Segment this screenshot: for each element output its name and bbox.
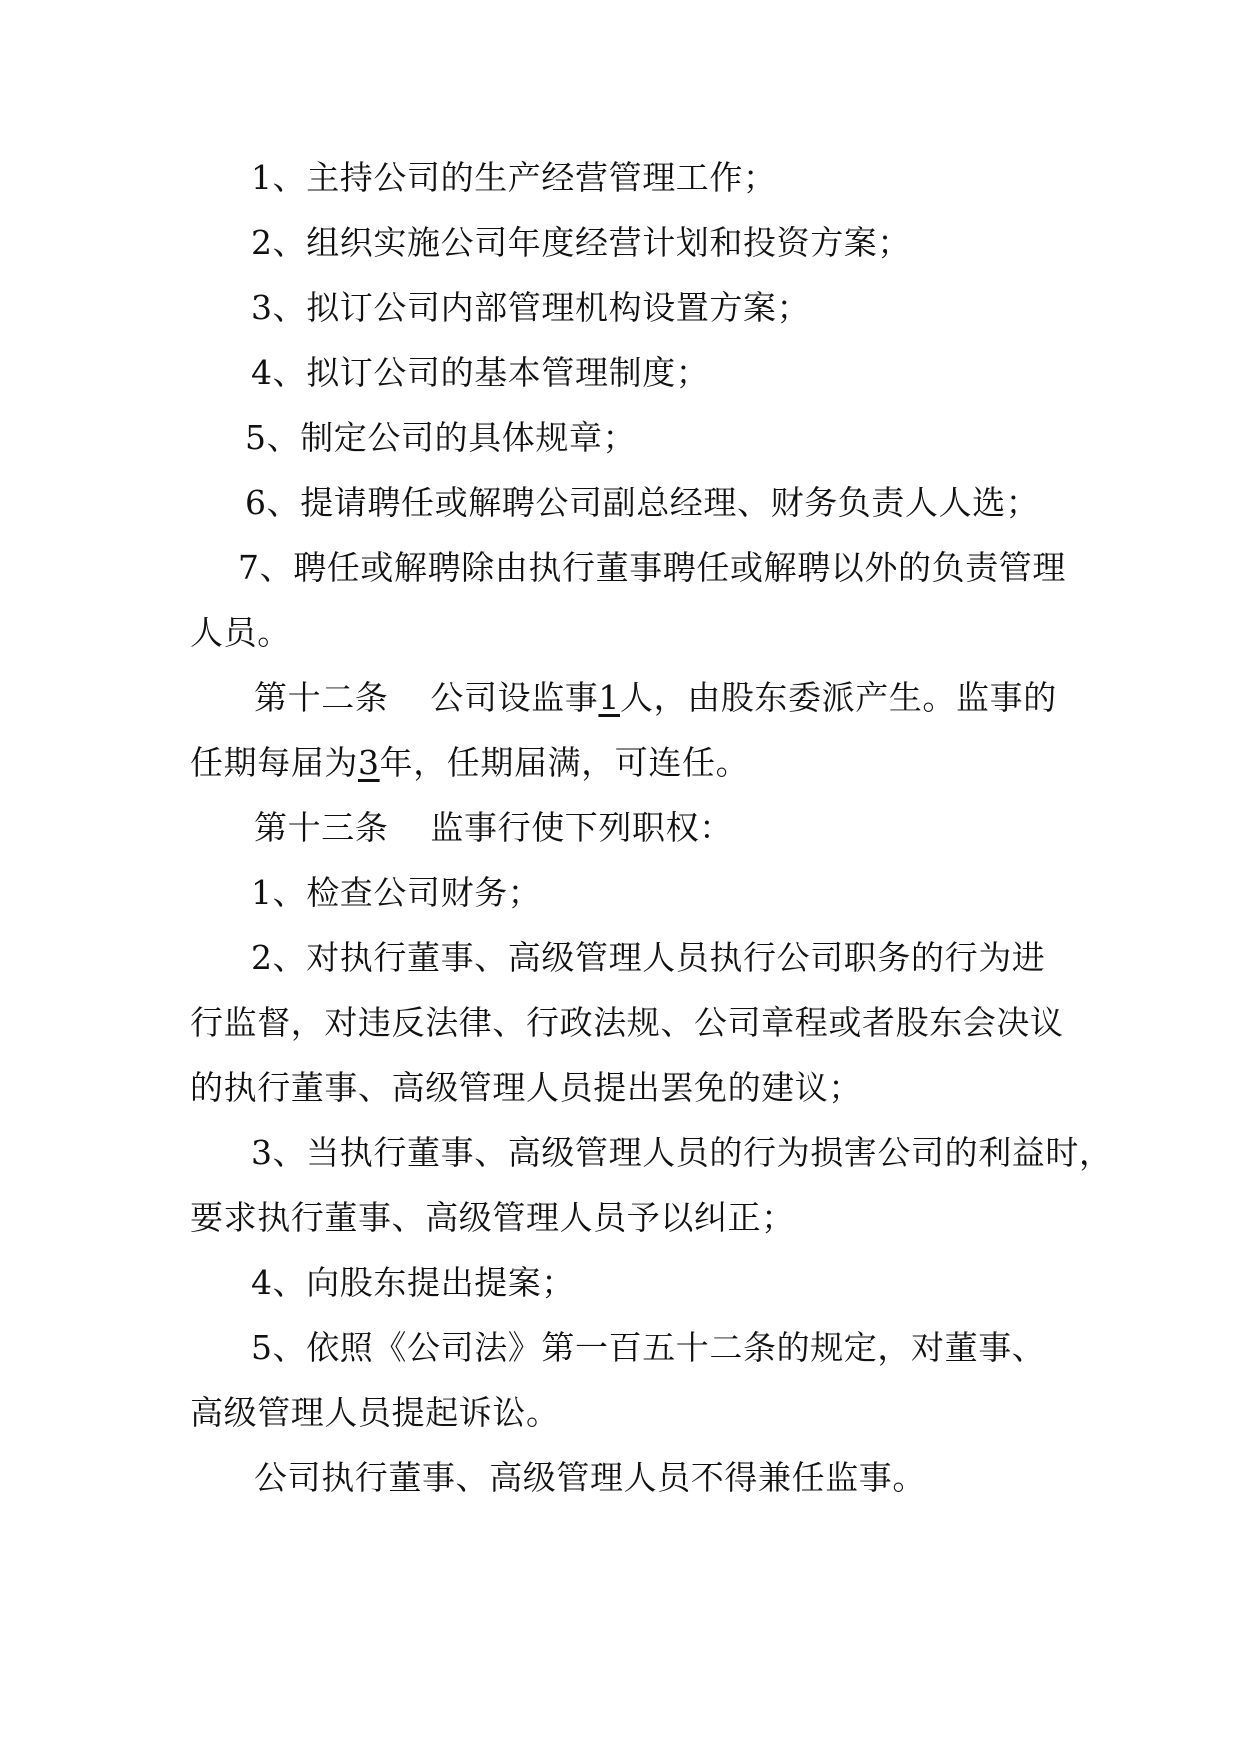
power-item-2-line-2: 行监督，对违反法律、行政法规、公司章程或者股东会决议 xyxy=(190,1003,1064,1042)
duty-item-7-line-2: 人员。 xyxy=(190,613,291,652)
duty-item-6: 6、提请聘任或解聘公司副总经理、财务负责人人选； xyxy=(245,483,1040,522)
duty-item-3: 3、拟订公司内部管理机构设置方案； xyxy=(251,288,811,327)
article-13-heading: 第十三条 xyxy=(254,808,389,847)
article-12-text-d: 年，任期届满，可连任。 xyxy=(379,743,750,782)
article-13-text: 监事行使下列职权： xyxy=(430,808,733,847)
power-item-4: 4、向股东提出提案； xyxy=(251,1263,575,1302)
article-12-line-2 xyxy=(190,730,1070,795)
power-item-3-line-1: 3、当执行董事、高级管理人员的行为损害公司的利益时， xyxy=(251,1133,1113,1172)
article-13-line xyxy=(190,795,1070,860)
power-item-5-line-1: 5、依照《公司法》第一百五十二条的规定，对董事、 xyxy=(251,1328,1046,1367)
duty-item-7-line-1: 7、聘任或解聘除由执行董事聘任或解聘以外的负责管理 xyxy=(238,548,1066,587)
supervisor-count: 1 xyxy=(598,678,621,717)
power-item-1: 1、检查公司财务； xyxy=(251,873,542,912)
duty-item-2: 2、组织实施公司年度经营计划和投资方案； xyxy=(251,223,911,262)
article-12-text-a: 公司设监事 xyxy=(430,678,599,717)
term-years: 3 xyxy=(358,743,380,782)
closing-paragraph: 公司执行董事、高级管理人员不得兼任监事。 xyxy=(254,1458,926,1497)
article-12-text-c: 任期每届为 xyxy=(190,743,358,782)
document-body xyxy=(190,145,1113,1510)
power-item-2-line-1: 2、对执行董事、高级管理人员执行公司职务的行为进 xyxy=(251,938,1046,977)
power-item-3-line-2: 要求执行董事、高级管理人员予以纠正； xyxy=(190,1198,795,1237)
power-item-5-line-2: 高级管理人员提起诉讼。 xyxy=(190,1393,560,1432)
duty-item-4: 4、拟订公司的基本管理制度； xyxy=(251,353,710,392)
article-12-text-b: 人，由股东委派产生。监事的 xyxy=(620,678,1057,717)
power-item-2-line-3: 的执行董事、高级管理人员提出罢免的建议； xyxy=(190,1068,862,1107)
article-12-line-1 xyxy=(190,665,1070,730)
duty-item-1: 1、主持公司的生产经营管理工作； xyxy=(251,158,777,197)
duty-item-5: 5、制定公司的具体规章； xyxy=(245,418,637,457)
article-12-heading: 第十二条 xyxy=(254,678,389,717)
